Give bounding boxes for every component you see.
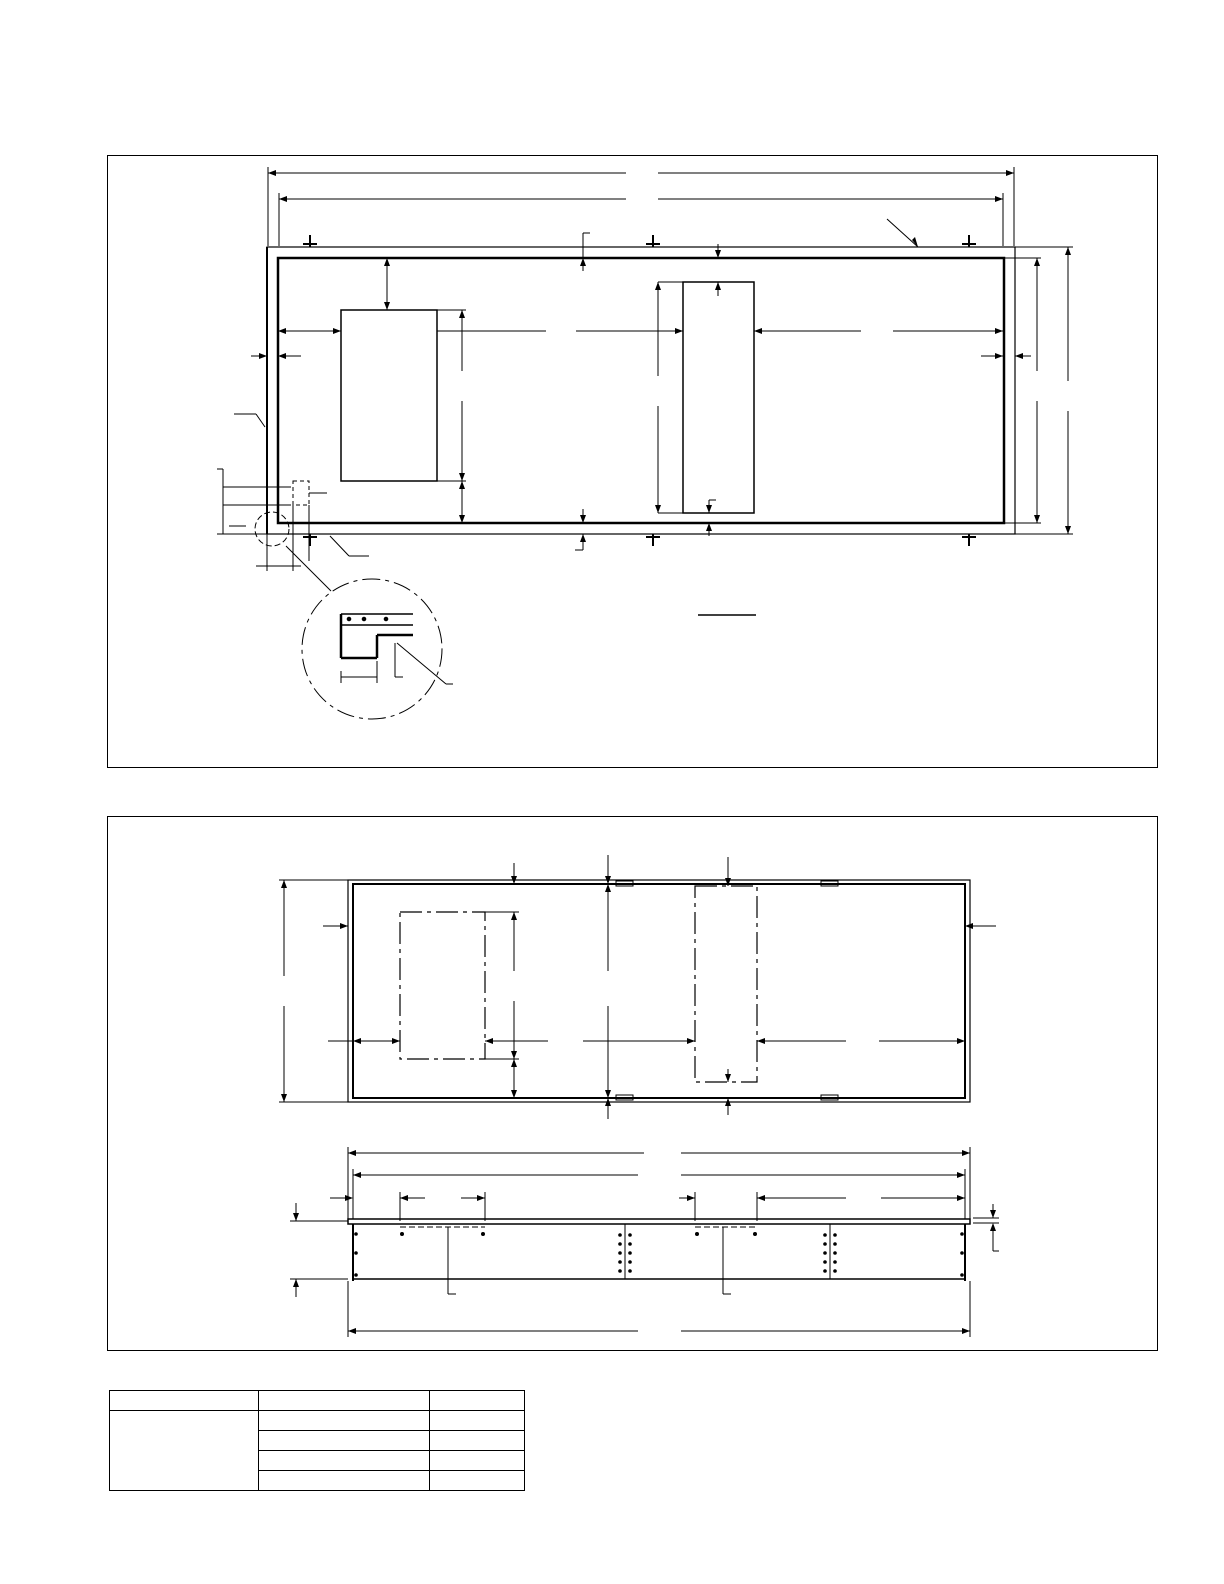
bolt-hole-icon	[354, 1232, 964, 1277]
side-elevation	[348, 1219, 970, 1294]
table-cell	[430, 1411, 525, 1431]
supply-opening	[341, 310, 437, 481]
detail-reference-circle	[255, 512, 289, 546]
table-header-row	[110, 1391, 525, 1411]
return-opening	[683, 282, 754, 513]
dashed-openings	[400, 886, 757, 1082]
corner-dimensions	[217, 469, 327, 571]
vertical-dimension-lines	[387, 233, 1073, 550]
table-cell	[110, 1391, 259, 1411]
base-plan-and-elevation-panel	[107, 816, 1158, 1351]
leader-lines	[234, 219, 918, 556]
table-cell	[430, 1451, 525, 1471]
base-frame	[348, 880, 970, 1102]
horizontal-dimension-chain	[251, 331, 1031, 356]
table-cell	[430, 1431, 525, 1451]
table-cell	[259, 1431, 430, 1451]
dimension-arrow-icon	[259, 170, 1071, 542]
table-cell	[259, 1411, 430, 1431]
table-cell	[430, 1391, 525, 1411]
mounting-clip-icon	[303, 235, 976, 546]
table-cell	[259, 1471, 430, 1491]
specification-table	[109, 1390, 525, 1491]
table-cell	[430, 1471, 525, 1491]
dimension-arrow-icon	[293, 1150, 996, 1334]
overall-dimension-lines	[268, 167, 1014, 246]
curb-frame	[267, 247, 1015, 534]
dimension-arrow-icon	[281, 876, 973, 1106]
plan-dimension-lines	[279, 855, 996, 1119]
top-view-panel	[107, 155, 1158, 768]
table-cell	[259, 1451, 430, 1471]
elevation-dimension-lines	[290, 1147, 999, 1337]
base-drawing	[108, 817, 1159, 1352]
table-cell	[110, 1411, 259, 1491]
table-cell	[259, 1391, 430, 1411]
detail-view	[302, 579, 453, 719]
top-view-drawing	[108, 156, 1159, 769]
access-opening-dashed	[293, 481, 309, 505]
table-row	[110, 1411, 525, 1431]
